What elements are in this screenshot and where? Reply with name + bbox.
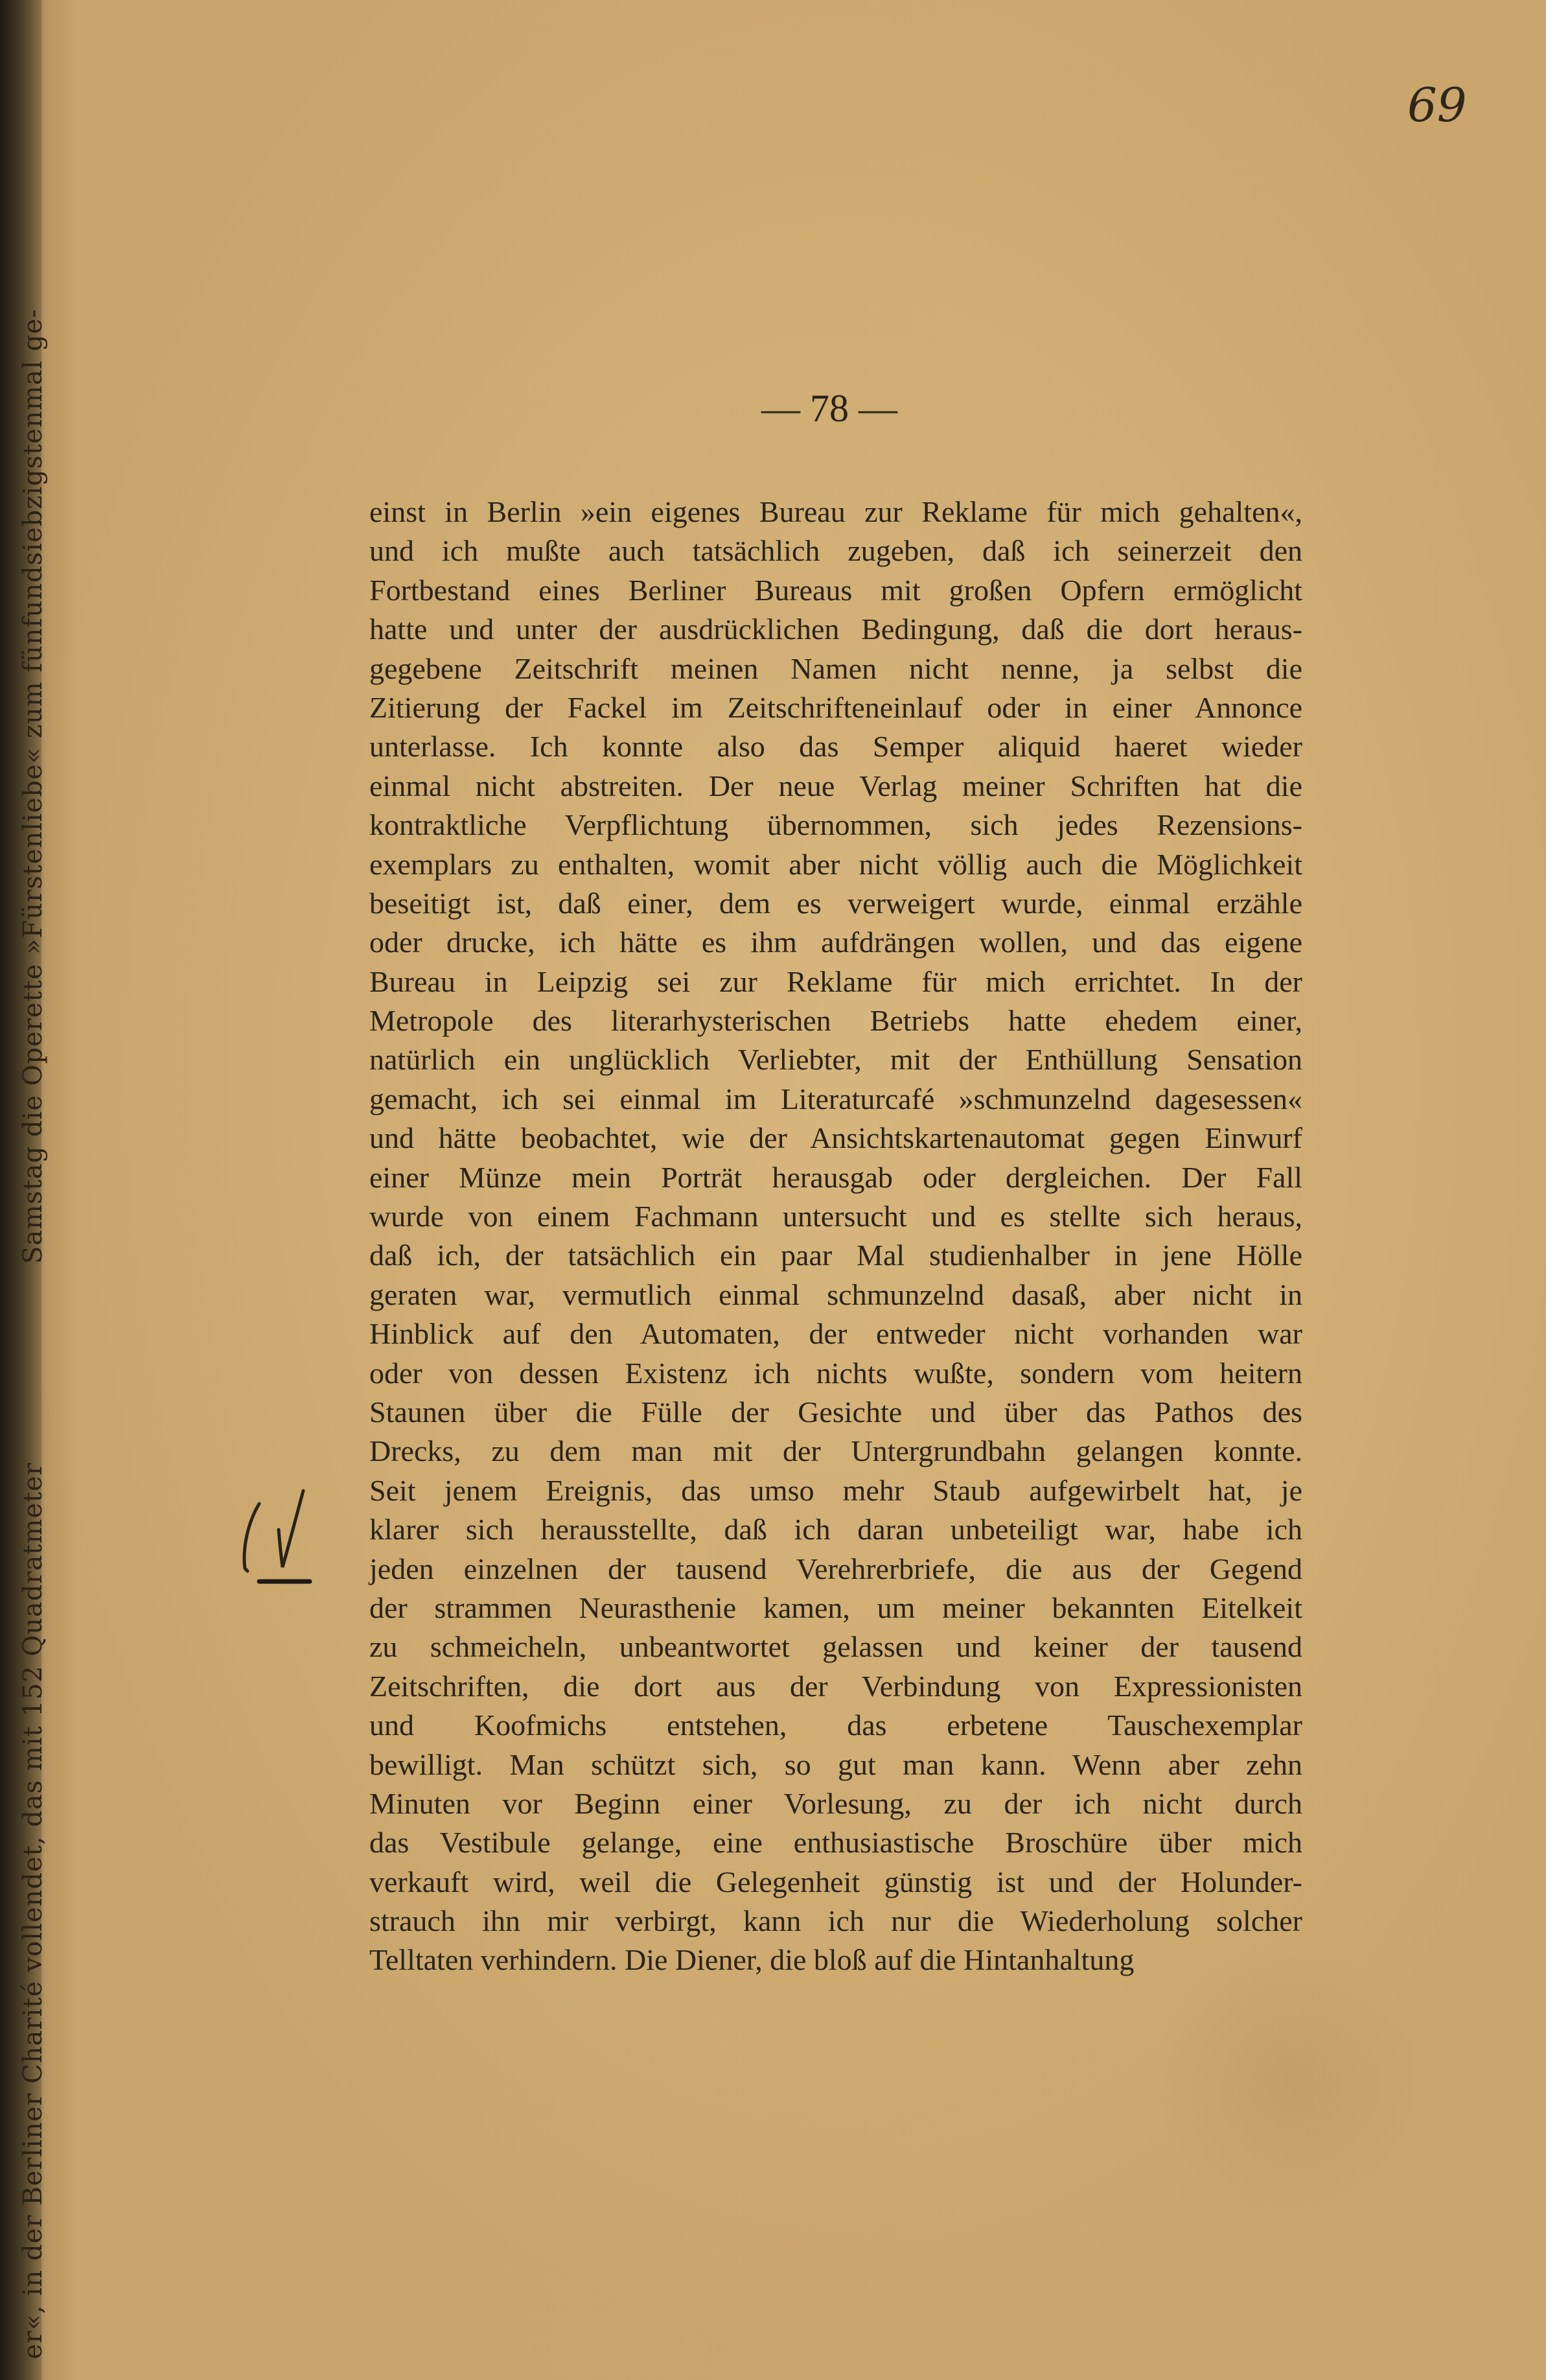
page-number: — 78 — [761, 387, 897, 430]
text-line: Zeitschriften, die dort aus der Verbindung von Expressionisten [369, 1669, 1302, 1703]
text-line: beseitigt ist, daß einer, dem es verweigert wurde, einmal erzähle [369, 886, 1302, 920]
text-line: Seit jenem Ereignis, das umso mehr Staub aufgewirbelt hat, je [369, 1473, 1302, 1507]
text-line: hatte und unter der ausdrücklichen Bedingung, daß die dort heraus- [369, 612, 1302, 646]
facing-page-text-upper: Samstag die Operette »Fürstenliebe« zum fünfundsiebzigstenmal ge- [18, 309, 48, 1264]
pencil-check-mark-icon [233, 1484, 317, 1588]
text-line: geraten war, vermutlich einmal schmunzelnd dasaß, aber nicht in [369, 1278, 1302, 1311]
text-line: kontraktliche Verpflichtung übernommen, sich jedes Rezensions- [369, 808, 1302, 842]
text-line: oder drucke, ich hätte es ihm aufdrängen wollen, und das eigene [369, 926, 1302, 959]
text-line: gegebene Zeitschrift meinen Namen nicht nenne, ja selbst die [369, 651, 1302, 685]
text-line: Telltaten verhindern. Die Diener, die bloß auf die Hintanhaltung [369, 1943, 1135, 1977]
text-line: verkauft wird, weil die Gelegenheit günstig ist und der Holunder- [369, 1865, 1302, 1898]
text-line: unterlasse. Ich konnte also das Semper aliquid haeret wieder [369, 730, 1302, 764]
text-line: Bureau in Leipzig sei zur Reklame für mich errichtet. In der [369, 964, 1302, 998]
text-line: Staunen über die Fülle der Gesichte und über das Pathos des [369, 1395, 1302, 1429]
text-line: klarer sich herausstellte, daß ich daran unbeteiligt war, habe ich [369, 1513, 1302, 1546]
text-line: zu schmeicheln, unbeantwortet gelassen und keiner der tausend [369, 1630, 1302, 1664]
text-line: der strammen Neurasthenie kamen, um meiner bekannten Eitelkeit [369, 1591, 1302, 1624]
text-line: Zitierung der Fackel im Zeitschrifteneinlauf oder in einer Annonce [369, 690, 1302, 724]
text-line: bewilligt. Man schützt sich, so gut man kann. Wenn aber zehn [369, 1747, 1302, 1781]
body-text [369, 493, 1302, 1980]
text-line: oder von dessen Existenz ich nichts wußte, sondern vom heitern [369, 1356, 1302, 1390]
text-line: das Vestibule gelange, eine enthusiastische Broschüre über mich [369, 1826, 1302, 1860]
text-line: und Koofmichs entstehen, das erbetene Tauschexemplar [369, 1709, 1302, 1742]
text-line: Fortbestand eines Berliner Bureaus mit großen Opfern ermöglicht [369, 573, 1302, 607]
text-line: exemplars zu enthalten, womit aber nicht völlig auch die Möglichkeit [369, 847, 1302, 881]
text-line: einst in Berlin »ein eigenes Bureau zur Reklame für mich gehalten«, [369, 495, 1302, 528]
text-line: Drecks, zu dem man mit der Untergrundbahn gelangen konnte. [369, 1434, 1302, 1468]
text-line: einmal nicht abstreiten. Der neue Verlag meiner Schriften hat die [369, 769, 1302, 802]
text-line: gemacht, ich sei einmal im Literaturcafé »schmunzelnd dagesessen« [369, 1082, 1302, 1115]
text-line: Metropole des literarhysterischen Betriebs hatte ehedem einer, [369, 1004, 1302, 1038]
facing-page-text-lower: er«, in der Berliner Charité vollendet, das mit 152 Quadratmeter [18, 1462, 48, 2359]
text-line: einer Münze mein Porträt herausgab oder dergleichen. Der Fall [369, 1160, 1302, 1194]
text-line: daß ich, der tatsächlich ein paar Mal studienhalber in jene Hölle [369, 1239, 1302, 1272]
text-line: natürlich ein unglücklich Verliebter, mit der Enthüllung Sensation [369, 1043, 1302, 1077]
handwritten-folio-number: 69 [1407, 78, 1467, 132]
text-line: jeden einzelnen der tausend Verehrerbriefe, die aus der Gegend [369, 1552, 1302, 1585]
text-line: wurde von einem Fachmann untersucht und es stellte sich heraus, [369, 1200, 1302, 1233]
text-line: Minuten vor Beginn einer Vorlesung, zu der ich nicht durch [369, 1786, 1302, 1820]
text-line: und hätte beobachtet, wie der Ansichtskartenautomat gegen Einwurf [369, 1121, 1302, 1155]
facing-page-edge [0, 0, 48, 2380]
text-line: strauch ihn mir verbirgt, kann ich nur die Wiederholung solcher [369, 1904, 1302, 1938]
paper-stain [1153, 1944, 1425, 2217]
text-line: und ich mußte auch tatsächlich zugeben, daß ich seinerzeit den [369, 534, 1302, 568]
text-line: Hinblick auf den Automaten, der entweder nicht vorhanden war [369, 1317, 1302, 1351]
